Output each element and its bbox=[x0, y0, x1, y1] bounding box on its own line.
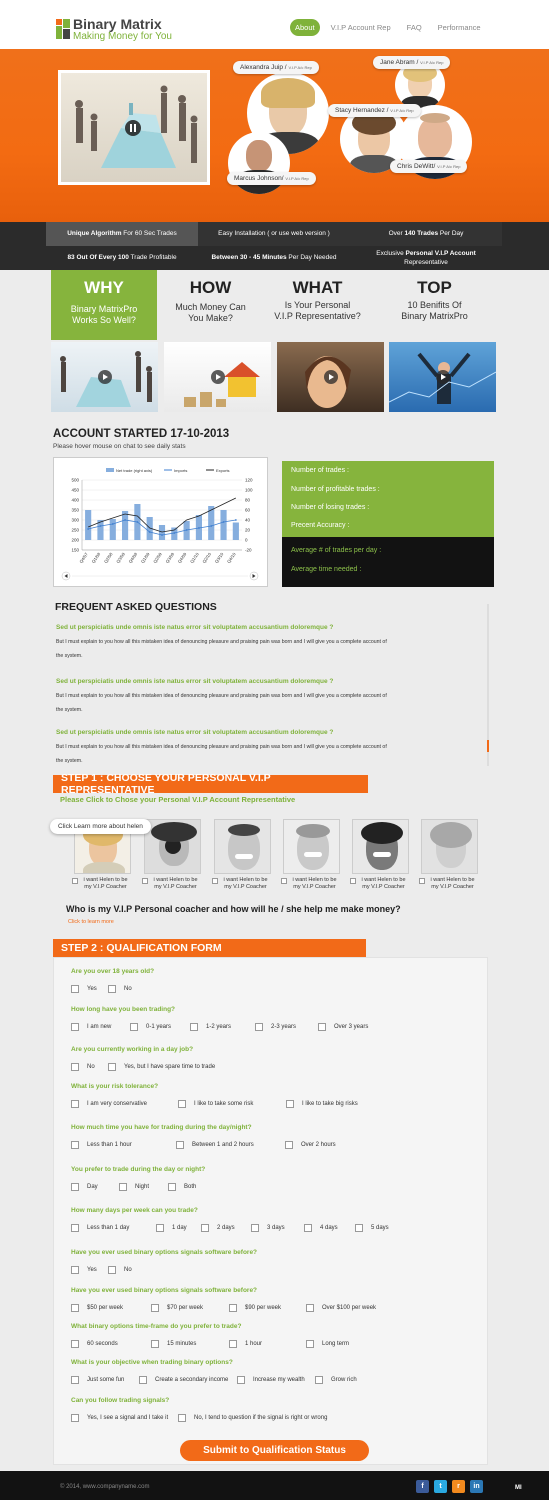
checkbox[interactable] bbox=[237, 1376, 245, 1384]
option-label: Yes, I see a signal and I take it bbox=[87, 1415, 169, 1421]
x-tick-label: Q2/09 bbox=[152, 551, 163, 564]
option-label: Less than 1 day bbox=[87, 1225, 130, 1231]
feature-installation: Easy Installation ( or use web version ) bbox=[198, 222, 350, 246]
stat-profitable: Number of profitable trades : bbox=[291, 486, 380, 493]
form-option[interactable] bbox=[229, 1304, 281, 1312]
stat-losing: Number of losing trades : bbox=[291, 504, 370, 511]
form-option[interactable] bbox=[178, 1414, 327, 1422]
chart-bar bbox=[220, 510, 226, 540]
option-label: 0-1 years bbox=[146, 1024, 172, 1030]
logo-icon bbox=[56, 19, 70, 39]
y2-tick-label: 20 bbox=[245, 527, 251, 533]
play-icon[interactable] bbox=[98, 370, 112, 384]
faq-question[interactable]: Sed ut perspiciatis unde omnis iste natus error sit voluptatem accusantium doloremque ? bbox=[56, 729, 334, 736]
x-tick-label: Q4/10 bbox=[226, 551, 237, 564]
feature-profitable: 83 Out Of Every 100 Trade Profitable bbox=[46, 247, 198, 270]
option-label: No bbox=[87, 1064, 95, 1070]
form-option[interactable] bbox=[71, 1183, 98, 1191]
play-icon[interactable] bbox=[436, 370, 450, 384]
checkbox[interactable] bbox=[176, 1141, 184, 1149]
what-subtitle: Is Your Personal V.I.P Representative? bbox=[274, 300, 361, 322]
option-label: No bbox=[124, 986, 132, 992]
coach-card[interactable] bbox=[421, 819, 480, 891]
stat-avg-time: Average time needed : bbox=[291, 566, 362, 573]
option-label: Over 2 hours bbox=[301, 1142, 336, 1148]
form-option[interactable] bbox=[306, 1304, 376, 1312]
coach-question: Who is my V.I.P Personal coacher and how will he / she help me make money? bbox=[66, 904, 401, 914]
option-label: Yes bbox=[87, 1267, 97, 1273]
checkbox[interactable] bbox=[190, 1023, 198, 1031]
form-question: How many days per week can you trade? bbox=[71, 1207, 198, 1214]
why-title: WHY bbox=[84, 278, 124, 297]
checkbox[interactable] bbox=[315, 1376, 323, 1384]
stats-panel bbox=[282, 461, 494, 537]
option-label: Both bbox=[184, 1184, 197, 1190]
chart-point bbox=[210, 525, 212, 527]
option-label: 1 hour bbox=[245, 1341, 263, 1347]
form-option[interactable] bbox=[108, 1266, 132, 1274]
main-nav bbox=[290, 19, 486, 36]
pause-icon[interactable] bbox=[125, 120, 141, 136]
checkbox[interactable] bbox=[71, 1414, 79, 1422]
checkbox[interactable] bbox=[71, 1304, 79, 1312]
stat-trades: Number of trades : bbox=[291, 467, 349, 474]
chart-point bbox=[161, 534, 163, 536]
form-option[interactable] bbox=[71, 1224, 129, 1232]
checkbox[interactable] bbox=[71, 1063, 79, 1071]
checkbox[interactable] bbox=[71, 985, 79, 993]
y-tick-label: 350 bbox=[71, 507, 79, 513]
option-label: $90 per week bbox=[245, 1305, 282, 1311]
form-option[interactable] bbox=[151, 1340, 196, 1348]
option-label: Night bbox=[135, 1184, 150, 1190]
copyright: © 2014, www.companyname.com bbox=[60, 1484, 150, 1490]
y2-tick-label: -20 bbox=[245, 547, 252, 553]
form-option[interactable] bbox=[255, 1023, 296, 1031]
x-tick-label: Q1/08 bbox=[90, 551, 102, 564]
twitter-icon[interactable]: t bbox=[434, 1480, 447, 1493]
rep-label-stacy: Stacy Hernandez / V.I.P A/c Rep bbox=[328, 104, 421, 117]
coach-tooltip: Click Learn more about helen bbox=[50, 819, 151, 834]
feature-time-needed: Between 30 - 45 Minutes Per Day Needed bbox=[198, 247, 350, 270]
hero-video[interactable] bbox=[58, 70, 210, 185]
form-question: How much time you have for trading during the day/night? bbox=[71, 1124, 252, 1131]
checkbox[interactable] bbox=[108, 1266, 116, 1274]
form-option[interactable] bbox=[156, 1224, 187, 1232]
checkbox[interactable] bbox=[304, 1224, 312, 1232]
legend-swatch bbox=[106, 468, 114, 472]
coach-card[interactable] bbox=[214, 819, 273, 891]
x-tick-label: Q3/08 bbox=[115, 551, 126, 564]
legend-label: Net trade (right axis) bbox=[116, 468, 153, 473]
account-subtitle: Please hover mouse on chat to see daily stats bbox=[53, 443, 186, 450]
option-label: Over 3 years bbox=[334, 1024, 369, 1030]
form-option[interactable] bbox=[355, 1224, 389, 1232]
checkbox[interactable] bbox=[355, 1224, 363, 1232]
form-option[interactable] bbox=[168, 1183, 196, 1191]
option-label: I like to take big risks bbox=[302, 1101, 358, 1107]
coach-card[interactable] bbox=[352, 819, 411, 891]
checkbox[interactable] bbox=[71, 1376, 79, 1384]
form-option[interactable] bbox=[71, 1414, 168, 1422]
form-option[interactable] bbox=[71, 1023, 111, 1031]
coach-checkbox[interactable] bbox=[350, 878, 356, 884]
chart-point bbox=[223, 521, 225, 523]
checkbox[interactable] bbox=[71, 1023, 79, 1031]
coach-photo bbox=[352, 819, 409, 874]
why-video-thumb[interactable] bbox=[51, 342, 158, 412]
checkbox[interactable] bbox=[71, 1340, 79, 1348]
chart-bar bbox=[122, 511, 128, 540]
coach-checkbox[interactable] bbox=[142, 878, 148, 884]
chart-bar bbox=[159, 525, 165, 540]
option-label: Yes, but I have spare time to trade bbox=[124, 1064, 216, 1070]
form-option[interactable] bbox=[71, 1340, 118, 1348]
form-question: Have you ever used binary options signals software before? bbox=[71, 1249, 258, 1256]
y2-tick-label: 0 bbox=[245, 537, 248, 543]
top-title[interactable]: TOP bbox=[417, 278, 452, 297]
option-label: $70 per week bbox=[167, 1305, 204, 1311]
footer-mark: MI bbox=[515, 1485, 522, 1491]
chart-point bbox=[235, 519, 237, 521]
y-tick-label: 250 bbox=[71, 527, 79, 533]
checkbox[interactable] bbox=[139, 1376, 147, 1384]
checkbox[interactable] bbox=[108, 1063, 116, 1071]
x-tick-label: Q2/08 bbox=[102, 551, 114, 564]
stat-accuracy: Precent Accuracy : bbox=[291, 522, 350, 529]
rep-label-jane: Jane Abram / V.I.P A/c Rep bbox=[373, 56, 450, 69]
checkbox[interactable] bbox=[306, 1304, 314, 1312]
option-label: 3 days bbox=[267, 1225, 285, 1231]
option-label: Increase my wealth bbox=[253, 1377, 305, 1383]
linkedin-icon[interactable]: in bbox=[470, 1480, 483, 1493]
step1-subtitle: Please Click to Chose your Personal V.I.P Account Representative bbox=[60, 795, 296, 804]
coach-card[interactable] bbox=[283, 819, 342, 891]
checkbox[interactable] bbox=[178, 1414, 186, 1422]
option-label: Long term bbox=[322, 1341, 350, 1347]
y-tick-label: 150 bbox=[71, 547, 79, 553]
form-question: What is your risk tolerance? bbox=[71, 1083, 159, 1090]
form-question: What binary options time-frame do you prefer to trade? bbox=[71, 1323, 242, 1330]
what-title[interactable]: WHAT bbox=[292, 278, 343, 297]
chart-bar bbox=[85, 510, 91, 540]
checkbox[interactable] bbox=[229, 1304, 237, 1312]
checkbox[interactable] bbox=[318, 1023, 326, 1031]
brand-tagline: Making Money for You bbox=[73, 31, 172, 42]
legend-label: Exports bbox=[216, 468, 230, 473]
chart-point bbox=[87, 528, 89, 530]
coach-photo bbox=[144, 819, 201, 874]
form-question: What is your objective when trading binary options? bbox=[71, 1359, 233, 1366]
form-option[interactable] bbox=[108, 1063, 215, 1071]
x-tick-label: Q1/09 bbox=[139, 551, 151, 564]
checkbox[interactable] bbox=[156, 1224, 164, 1232]
rep-label-marcus: Marcus Johnson/ V.I.P A/c Rep bbox=[227, 172, 316, 185]
top-video-thumb[interactable] bbox=[389, 342, 496, 412]
form-option[interactable] bbox=[71, 1376, 124, 1384]
feature-vip-account: Exclusive Personal V.I.P Account Representative bbox=[350, 247, 502, 270]
option-label: $50 per week bbox=[87, 1305, 124, 1311]
feature-trades-per-day: Over 140 Trades Per Day bbox=[350, 222, 502, 246]
chart-point bbox=[136, 521, 138, 523]
step2-title: STEP 2 : QUALIFICATION FORM bbox=[53, 939, 366, 957]
coach-label: i want Helen to be my V.I.P Coacher bbox=[283, 877, 342, 891]
coach-label: i want Helen to be my V.I.P Coacher bbox=[421, 877, 480, 891]
checkbox[interactable] bbox=[251, 1224, 259, 1232]
option-label: 60 seconds bbox=[87, 1341, 118, 1347]
form-option[interactable] bbox=[190, 1023, 231, 1031]
y-tick-label: 200 bbox=[71, 537, 79, 543]
form-option[interactable] bbox=[306, 1340, 349, 1348]
checkbox[interactable] bbox=[178, 1100, 186, 1108]
faq-answer: But I must explain to you how all this mistaken idea of denouncing pleasure and praising pain was born and I will give you a complete account of the system. bbox=[56, 744, 387, 764]
option-label: No, I tend to question if the signal is right or wrong bbox=[194, 1415, 328, 1421]
option-label: I am very conservative bbox=[87, 1101, 148, 1107]
form-option[interactable] bbox=[318, 1023, 368, 1031]
checkbox[interactable] bbox=[119, 1183, 127, 1191]
x-tick-label: Q1/10 bbox=[189, 551, 200, 564]
form-option[interactable] bbox=[304, 1224, 338, 1232]
faq-question[interactable]: Sed ut perspiciatis unde omnis iste natus error sit voluptatem accusantium doloremque ? bbox=[56, 624, 334, 631]
form-option[interactable] bbox=[178, 1100, 253, 1108]
chart-point bbox=[112, 523, 114, 525]
coach-checkbox[interactable] bbox=[281, 878, 287, 884]
faq-answer: But I must explain to you how all this mistaken idea of denouncing pleasure and praising pain was born and I will give you a complete account of the system. bbox=[56, 693, 387, 713]
y2-tick-label: 120 bbox=[245, 477, 253, 483]
chart-bar bbox=[233, 523, 239, 541]
option-label: Less than 1 hour bbox=[87, 1142, 132, 1148]
stat-avg-trades: Average # of trades per day : bbox=[291, 547, 382, 554]
chart-bar bbox=[110, 519, 116, 540]
coach-label: i want Helen to be my V.I.P Coacher bbox=[74, 877, 133, 891]
checkbox[interactable] bbox=[151, 1340, 159, 1348]
checkbox[interactable] bbox=[229, 1340, 237, 1348]
form-question: Can you follow trading signals? bbox=[71, 1397, 170, 1404]
checkbox[interactable] bbox=[168, 1183, 176, 1191]
option-label: I like to take some risk bbox=[194, 1101, 254, 1107]
faq-question[interactable]: Sed ut perspiciatis unde omnis iste natus error sit voluptatem accusantium doloremque ? bbox=[56, 678, 334, 685]
form-option[interactable] bbox=[229, 1340, 262, 1348]
form-option[interactable] bbox=[315, 1376, 357, 1384]
facebook-icon[interactable]: f bbox=[416, 1480, 429, 1493]
x-tick-label: Q3/10 bbox=[213, 551, 225, 564]
checkbox[interactable] bbox=[306, 1340, 314, 1348]
x-tick-label: Q4/07 bbox=[78, 551, 89, 564]
form-option[interactable] bbox=[71, 1141, 132, 1149]
coach-photo bbox=[421, 819, 478, 874]
legend-label: Imports bbox=[174, 468, 188, 473]
top-subtitle: 10 Benifits Of Binary MatrixPro bbox=[401, 300, 468, 322]
y-tick-label: 300 bbox=[71, 517, 79, 523]
option-label: No bbox=[124, 1267, 132, 1273]
coach-label: i want Helen to be my V.I.P Coacher bbox=[214, 877, 273, 891]
option-label: Day bbox=[87, 1184, 98, 1190]
option-label: Over $100 per week bbox=[322, 1305, 377, 1311]
option-label: Create a secondary income bbox=[155, 1377, 229, 1383]
chart-point bbox=[149, 531, 151, 533]
option-label: 1 day bbox=[172, 1225, 187, 1231]
form-question: You prefer to trade during the day or night? bbox=[71, 1166, 206, 1173]
faq-scroll-thumb[interactable] bbox=[487, 740, 489, 752]
what-video-thumb[interactable] bbox=[277, 342, 384, 412]
coach-checkbox[interactable] bbox=[212, 878, 218, 884]
coach-card[interactable] bbox=[144, 819, 203, 891]
option-label: 5 days bbox=[371, 1225, 389, 1231]
chart-point bbox=[173, 532, 175, 534]
checkbox[interactable] bbox=[285, 1141, 293, 1149]
option-label: Yes bbox=[87, 986, 97, 992]
form-option[interactable] bbox=[71, 1266, 97, 1274]
x-tick-label: Q3/09 bbox=[164, 551, 176, 564]
rep-label-alexandra: Alexandra Juip / V.I.P A/c Rep bbox=[233, 61, 319, 74]
checkbox[interactable] bbox=[286, 1100, 294, 1108]
feature-algorithm: Unique Algorithm For 60 Sec Trades bbox=[46, 222, 198, 246]
form-option[interactable] bbox=[71, 1304, 123, 1312]
y-tick-label: 450 bbox=[71, 487, 79, 493]
form-option[interactable] bbox=[201, 1224, 235, 1232]
checkbox[interactable] bbox=[71, 1224, 79, 1232]
nav-about[interactable]: About bbox=[290, 19, 320, 36]
form-option[interactable] bbox=[71, 1100, 147, 1108]
chart-point bbox=[198, 527, 200, 529]
y-tick-label: 500 bbox=[71, 477, 79, 483]
coach-checkbox[interactable] bbox=[72, 878, 78, 884]
coach-label: i want Helen to be my V.I.P Coacher bbox=[352, 877, 411, 891]
form-option[interactable] bbox=[151, 1304, 203, 1312]
checkbox[interactable] bbox=[130, 1023, 138, 1031]
x-tick-label: Q4/09 bbox=[176, 551, 188, 564]
y2-tick-label: 40 bbox=[245, 517, 251, 523]
how-subtitle: Much Money Can You Make? bbox=[175, 302, 246, 324]
option-label: 2 days bbox=[217, 1225, 235, 1231]
checkbox[interactable] bbox=[71, 1141, 79, 1149]
chart-canvas bbox=[54, 458, 267, 586]
coach-checkbox[interactable] bbox=[419, 878, 425, 884]
faq-answer: But I must explain to you how all this mistaken idea of denouncing pleasure and praising pain was born and I will give you a complete account of the system. bbox=[56, 639, 387, 659]
option-label: 15 minutes bbox=[167, 1341, 197, 1347]
option-label: Grow rich bbox=[331, 1377, 357, 1383]
option-label: I am new bbox=[87, 1024, 112, 1030]
checkbox[interactable] bbox=[151, 1304, 159, 1312]
form-question: Are you currently working in a day job? bbox=[71, 1046, 194, 1053]
rss-icon[interactable]: r bbox=[452, 1480, 465, 1493]
y2-tick-label: 80 bbox=[245, 497, 251, 503]
how-video-thumb[interactable] bbox=[164, 342, 271, 412]
form-option[interactable] bbox=[285, 1141, 336, 1149]
brand-name[interactable]: Binary Matrix bbox=[73, 16, 162, 32]
form-option[interactable] bbox=[71, 1063, 95, 1071]
form-option[interactable] bbox=[71, 985, 97, 993]
checkbox[interactable] bbox=[201, 1224, 209, 1232]
account-title: ACCOUNT STARTED 17-10-2013 bbox=[53, 428, 230, 440]
checkbox[interactable] bbox=[71, 1266, 79, 1274]
form-question: How long have you been trading? bbox=[71, 1006, 176, 1013]
form-option[interactable] bbox=[119, 1183, 149, 1191]
form-option[interactable] bbox=[130, 1023, 171, 1031]
option-label: 1-2 years bbox=[206, 1024, 232, 1030]
y2-tick-label: 100 bbox=[245, 487, 253, 493]
option-label: Just some fun bbox=[87, 1377, 125, 1383]
how-title[interactable]: HOW bbox=[189, 278, 232, 297]
checkbox[interactable] bbox=[255, 1023, 263, 1031]
checkbox[interactable] bbox=[71, 1183, 79, 1191]
chart-point bbox=[124, 519, 126, 521]
form-question: Are you over 18 years old? bbox=[71, 968, 155, 975]
why-subtitle: Binary MatrixPro Works So Well? bbox=[70, 304, 138, 326]
checkbox[interactable] bbox=[71, 1100, 79, 1108]
y-tick-label: 400 bbox=[71, 497, 79, 503]
checkbox[interactable] bbox=[108, 985, 116, 993]
nav-performance[interactable]: Performance bbox=[437, 23, 481, 32]
stats-panel-dark bbox=[282, 537, 494, 587]
form-option[interactable] bbox=[139, 1376, 228, 1384]
form-option[interactable] bbox=[237, 1376, 305, 1384]
form-option[interactable] bbox=[176, 1141, 254, 1149]
play-icon[interactable] bbox=[211, 370, 225, 384]
submit-button[interactable]: Submit to Qualification Status bbox=[180, 1440, 369, 1461]
y2-tick-label: 60 bbox=[245, 507, 251, 513]
learn-more-link[interactable]: Click to learn more bbox=[68, 919, 114, 925]
form-option[interactable] bbox=[108, 985, 132, 993]
chart-point bbox=[186, 529, 188, 531]
stats-chart[interactable] bbox=[53, 457, 268, 587]
option-label: Between 1 and 2 hours bbox=[192, 1142, 254, 1148]
nav-faq[interactable]: FAQ bbox=[406, 23, 422, 32]
rep-label-chris: Chris DeWitt/ V.I.P A/c Rep bbox=[390, 160, 467, 173]
step1-title: STEP 1 : CHOOSE YOUR PERSONAL V.I.P REPRESENTATIVE bbox=[53, 775, 368, 793]
coach-photo bbox=[283, 819, 340, 874]
chart-point bbox=[100, 525, 102, 527]
faq-title: FREQUENT ASKED QUESTIONS bbox=[55, 601, 217, 613]
option-label: 4 days bbox=[320, 1225, 338, 1231]
x-tick-label: Q2/10 bbox=[201, 551, 213, 564]
play-icon[interactable] bbox=[324, 370, 338, 384]
form-question: Have you ever used binary options signals software before? bbox=[71, 1287, 258, 1294]
x-tick-label: Q4/08 bbox=[127, 551, 139, 564]
nav-vip-rep[interactable]: V.I.P Account Rep bbox=[330, 23, 391, 32]
form-option[interactable] bbox=[251, 1224, 285, 1232]
coach-photo bbox=[214, 819, 271, 874]
form-option[interactable] bbox=[286, 1100, 358, 1108]
option-label: 2-3 years bbox=[271, 1024, 297, 1030]
coach-label: i want Helen to be my V.I.P Coacher bbox=[144, 877, 203, 891]
